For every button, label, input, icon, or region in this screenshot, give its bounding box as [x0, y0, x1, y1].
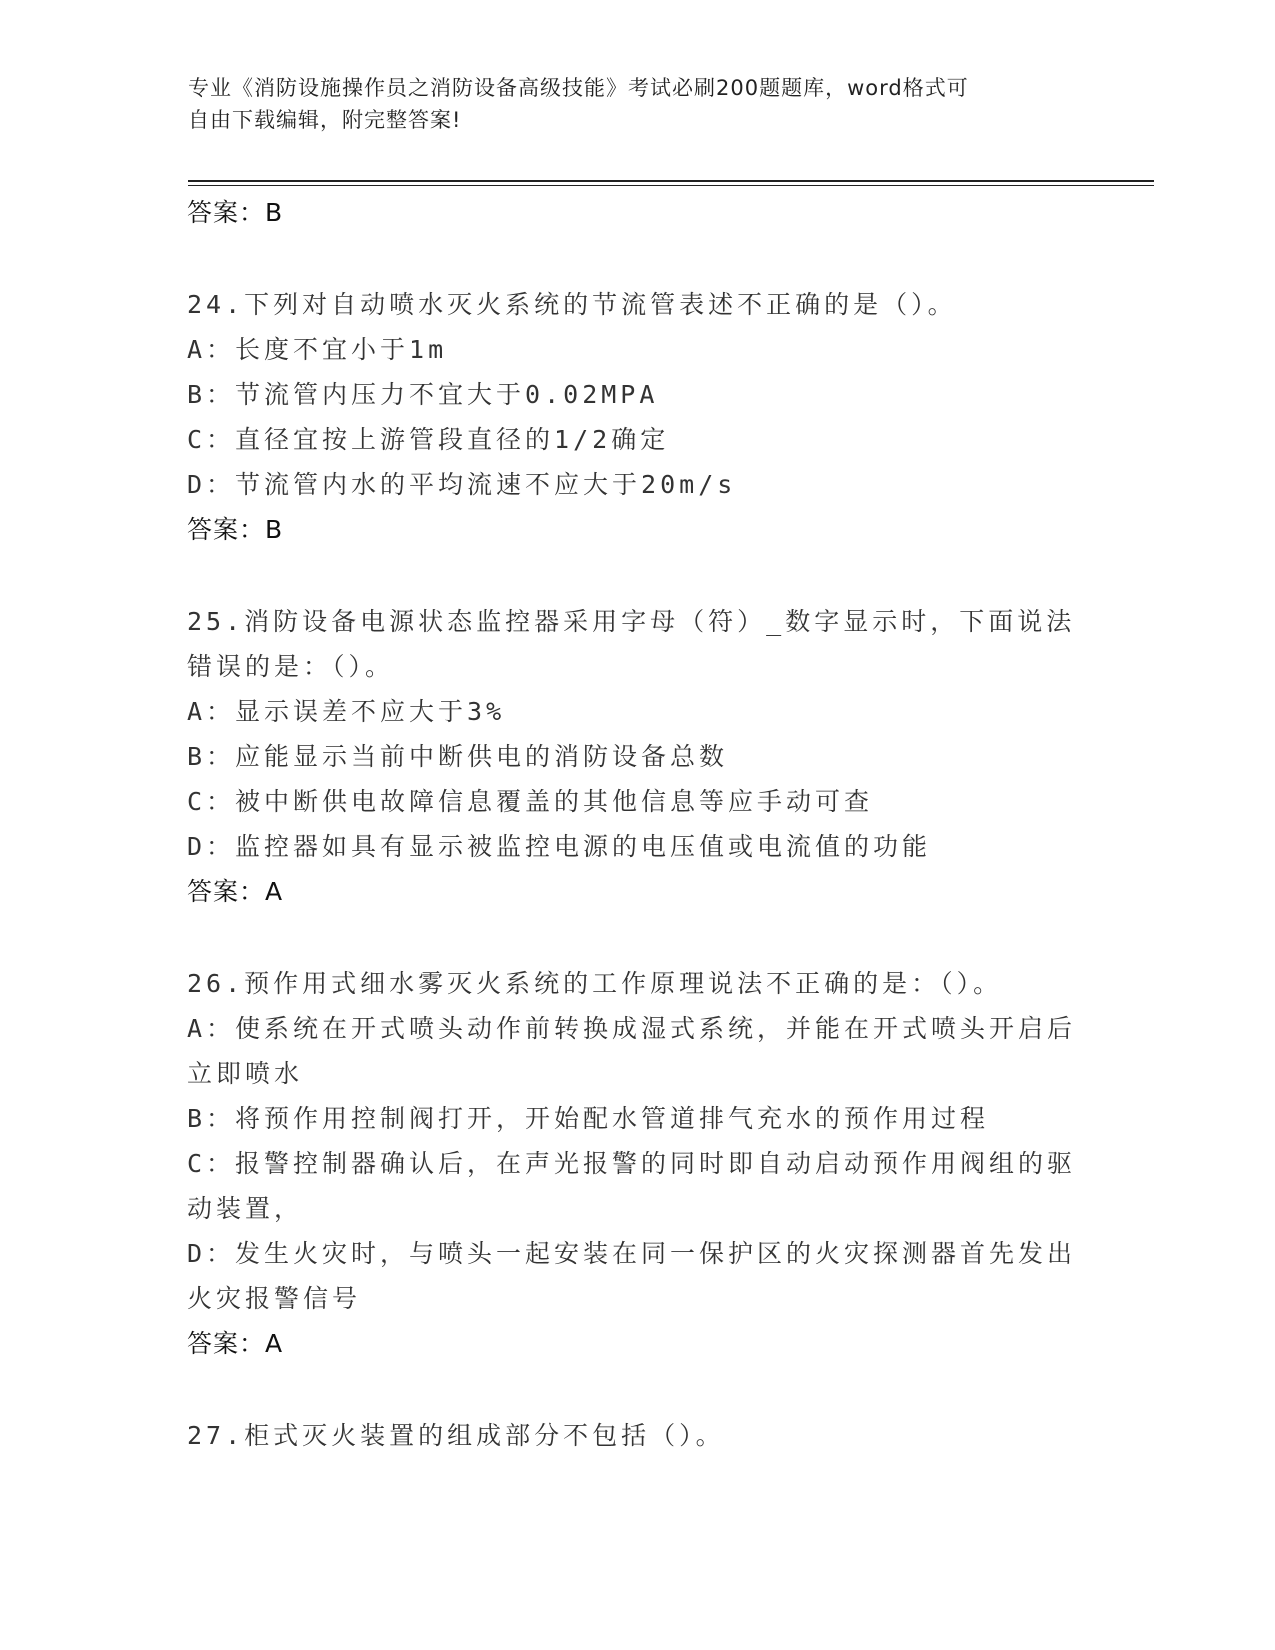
document-header — [188, 72, 1068, 136]
answer-option: D：发生火灾时，与喷头一起安装在同一保护区的火灾探测器首先发出 — [187, 1239, 1077, 1268]
question-list — [187, 190, 1087, 1458]
answer-option: 立即喷水 — [187, 1059, 304, 1088]
header-line-1: 专业《消防设施操作员之消防设备高级技能》考试必刷200题题库，word格式可 — [188, 76, 969, 100]
answer-option: A：长度不宜小于1m — [187, 335, 448, 364]
question-text: 27.柜式灭火装置的组成部分不包括（）。 — [187, 1421, 725, 1450]
answer-option: A：使系统在开式喷头动作前转换成湿式系统，并能在开式喷头开启后 — [187, 1014, 1077, 1043]
question-text: 24.下列对自动喷水灭火系统的节流管表述不正确的是（）。 — [187, 290, 957, 319]
header-line-2: 自由下载编辑，附完整答案! — [188, 108, 462, 132]
question-text: 26.预作用式细水雾灭火系统的工作原理说法不正确的是：（）。 — [187, 969, 1003, 998]
answer-option: C：直径宜按上游管段直径的1/2确定 — [187, 425, 670, 454]
answer-option: C：报警控制器确认后，在声光报警的同时即自动启动预作用阀组的驱 — [187, 1149, 1077, 1178]
question-block — [187, 282, 1087, 552]
answer-option: C：被中断供电故障信息覆盖的其他信息等应手动可查 — [187, 787, 874, 816]
answer-option: D：监控器如具有显示被监控电源的电压值或电流值的功能 — [187, 832, 932, 861]
question-text: 25.消防设备电源状态监控器采用字母（符）_数字显示时，下面说法 — [187, 607, 1076, 636]
answer-key: 答案：B — [187, 515, 284, 544]
answer-option: B：节流管内压力不宜大于0.02MPA — [187, 380, 659, 409]
answer-option: B：将预作用控制阀打开，开始配水管道排气充水的预作用过程 — [187, 1104, 990, 1133]
question-block — [187, 599, 1087, 914]
previous-answer: 答案：B — [187, 198, 284, 227]
answer-key: 答案：A — [187, 1329, 284, 1358]
question-text: 错误的是：（）。 — [187, 652, 395, 681]
answer-option: A：显示误差不应大于3% — [187, 697, 506, 726]
answer-option: 火灾报警信号 — [187, 1284, 362, 1313]
question-block — [187, 961, 1087, 1366]
question-block — [187, 1413, 1087, 1458]
answer-option: D：节流管内水的平均流速不应大于20m/s — [187, 470, 737, 499]
answer-option: 动装置， — [187, 1194, 304, 1223]
header-divider-thin — [188, 185, 1154, 186]
header-divider-thick — [188, 180, 1154, 182]
answer-key: 答案：A — [187, 877, 284, 906]
answer-option: B：应能显示当前中断供电的消防设备总数 — [187, 742, 729, 771]
